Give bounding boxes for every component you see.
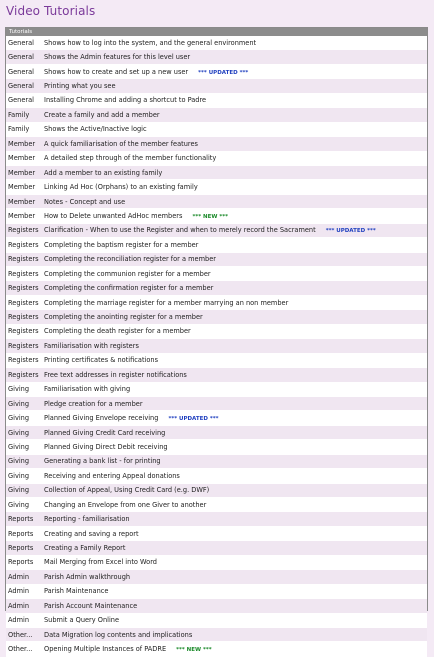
tutorial-cell [43, 194, 427, 208]
table-row[interactable] [6, 425, 427, 439]
table-row[interactable] [6, 396, 427, 410]
tutorial-link[interactable]: Shows the Active/Inactive logic [44, 125, 147, 134]
table-row[interactable] [6, 295, 427, 309]
tutorial-cell [43, 454, 427, 468]
tutorial-category: Family [6, 122, 43, 136]
table-row[interactable] [6, 469, 427, 483]
table-row[interactable] [6, 122, 427, 136]
tutorial-link[interactable]: A detailed step through of the member functionality [44, 154, 217, 163]
tutorial-category: Giving [6, 498, 43, 512]
tutorial-cell [43, 483, 427, 497]
tutorial-category: General [6, 64, 43, 78]
table-row[interactable] [6, 137, 427, 151]
tutorial-cell [43, 396, 427, 410]
tutorial-link[interactable]: Generating a bank list - for printing [44, 457, 161, 466]
table-row[interactable] [6, 93, 427, 107]
table-row[interactable] [6, 627, 427, 641]
tutorial-cell [43, 64, 427, 78]
tutorial-link[interactable]: Familiarisation with giving [44, 385, 131, 394]
table-row[interactable] [6, 440, 427, 454]
tutorial-category: Giving [6, 396, 43, 410]
tutorial-cell [43, 555, 427, 569]
tutorial-category: Giving [6, 440, 43, 454]
tutorial-cell [43, 165, 427, 179]
table-row[interactable] [6, 79, 427, 93]
tutorial-link[interactable]: Clarification - When to use the Register and when to merely record the Sacrament [44, 226, 316, 235]
tutorial-cell [43, 79, 427, 93]
tutorial-link[interactable]: Mail Merging from Excel into Word [44, 558, 157, 567]
tutorial-link[interactable]: Installing Chrome and adding a shortcut to Padre [44, 96, 207, 105]
tutorial-category: Reports [6, 526, 43, 540]
tutorial-cell [43, 642, 427, 656]
tutorial-cell [43, 584, 427, 598]
tutorial-category: Admin [6, 570, 43, 584]
table-row[interactable] [6, 541, 427, 555]
tutorial-category: Reports [6, 512, 43, 526]
tutorial-category: Registers [6, 238, 43, 252]
tutorial-category: Family [6, 108, 43, 122]
table-row[interactable] [6, 151, 427, 165]
tutorial-link[interactable]: Submit a Query Online [44, 616, 120, 625]
tutorial-category: Other... [6, 627, 43, 641]
table-row[interactable] [6, 411, 427, 425]
table-row[interactable] [6, 599, 427, 613]
tutorial-category: Reports [6, 555, 43, 569]
table-row[interactable] [6, 324, 427, 338]
tutorial-link[interactable]: Printing what you see [44, 82, 116, 91]
tutorial-cell [43, 353, 427, 367]
tutorial-link[interactable]: Pledge creation for a member [44, 399, 143, 408]
tutorial-category: Member [6, 180, 43, 194]
tutorial-category: Registers [6, 310, 43, 324]
tutorial-cell [43, 122, 427, 136]
table-row[interactable] [6, 50, 427, 64]
tutorial-cell [43, 599, 427, 613]
tutorial-cell [43, 324, 427, 338]
tutorial-link[interactable]: Completing the confirmation register for a member [44, 284, 214, 293]
tutorial-link[interactable]: Parish Account Maintenance [44, 601, 138, 610]
tutorial-category: General [6, 50, 43, 64]
tutorial-link[interactable]: Notes - Concept and use [44, 197, 126, 206]
tutorial-category: Admin [6, 613, 43, 627]
table-row[interactable] [6, 64, 427, 78]
tutorial-cell [43, 368, 427, 382]
tutorial-link[interactable]: Collection of Appeal, Using Credit Card (e.g. DWF) [44, 486, 210, 495]
tutorial-link[interactable]: Completing the communion register for a member [44, 269, 211, 278]
table-row[interactable] [6, 238, 427, 252]
table-row[interactable] [6, 353, 427, 367]
tutorial-link[interactable]: Receiving and entering Appeal donations [44, 471, 180, 480]
tutorial-category: General [6, 93, 43, 107]
tutorial-category: Giving [6, 382, 43, 396]
tutorials-panel [5, 27, 428, 654]
table-row[interactable] [6, 108, 427, 122]
table-row[interactable] [6, 267, 427, 281]
tutorial-cell [43, 209, 427, 223]
tutorial-category: Giving [6, 425, 43, 439]
tutorial-category: Member [6, 209, 43, 223]
table-row[interactable] [6, 36, 427, 50]
table-row[interactable] [6, 281, 427, 295]
tutorial-cell [43, 526, 427, 540]
tutorial-category: Registers [6, 368, 43, 382]
table-row[interactable] [6, 498, 427, 512]
tutorial-cell [43, 512, 427, 526]
table-row[interactable] [6, 613, 427, 627]
tutorial-cell [43, 36, 427, 50]
table-row[interactable] [6, 570, 427, 584]
table-row[interactable] [6, 223, 427, 237]
tutorial-category: Giving [6, 411, 43, 425]
table-row[interactable] [6, 368, 427, 382]
tutorial-link[interactable]: Linking Ad Hoc (Orphans) to an existing family [44, 183, 198, 192]
page-title: Video Tutorials [6, 4, 96, 18]
new-badge: *** NEW *** [176, 647, 212, 654]
tutorial-category: Registers [6, 223, 43, 237]
updated-badge: *** UPDATED *** [325, 228, 376, 235]
tutorial-link[interactable]: Completing the death register for a member [44, 327, 191, 336]
table-row[interactable] [6, 252, 427, 266]
tutorial-link[interactable]: Creating a Family Report [44, 544, 126, 553]
tutorial-cell [43, 541, 427, 555]
tutorial-cell [43, 180, 427, 194]
tutorial-category: General [6, 36, 43, 50]
tutorial-cell [43, 281, 427, 295]
tutorial-category: Member [6, 165, 43, 179]
table-row[interactable] [6, 310, 427, 324]
tutorial-link[interactable]: Create a family and add a member [44, 110, 160, 119]
tutorial-link[interactable]: Familiarisation with registers [44, 341, 139, 350]
tutorial-category: Giving [6, 469, 43, 483]
tutorial-cell [43, 252, 427, 266]
tutorial-link[interactable]: Data Migration log contents and implications [44, 630, 193, 639]
tutorial-category: Registers [6, 339, 43, 353]
tutorial-category: General [6, 79, 43, 93]
table-row[interactable] [6, 526, 427, 540]
tutorial-category: Registers [6, 267, 43, 281]
tutorial-category: Registers [6, 281, 43, 295]
tutorial-link[interactable]: Creating and saving a report [44, 529, 139, 538]
tutorial-cell [43, 93, 427, 107]
tutorial-link[interactable]: Parish Maintenance [44, 587, 109, 596]
tutorial-link[interactable]: Shows how to create and set up a new user [44, 67, 189, 76]
table-row[interactable] [6, 194, 427, 208]
table-row[interactable] [6, 209, 427, 223]
tutorial-category: Giving [6, 454, 43, 468]
tutorial-link[interactable]: Completing the baptism register for a member [44, 240, 199, 249]
tutorial-link[interactable]: Reporting - familiarisation [44, 515, 130, 524]
updated-badge: *** UPDATED *** [168, 416, 219, 423]
tutorial-category: Member [6, 137, 43, 151]
tutorial-category: Other... [6, 642, 43, 656]
tutorial-cell [43, 310, 427, 324]
table-row[interactable] [6, 180, 427, 194]
tutorial-link[interactable]: Add a member to an existing family [44, 168, 163, 177]
tutorial-cell [43, 151, 427, 165]
table-row[interactable] [6, 555, 427, 569]
tutorial-link[interactable]: Opening Multiple Instances of PADRE [44, 645, 167, 654]
tutorial-link[interactable]: Free text addresses in register notifications [44, 370, 187, 379]
tutorials-table [6, 36, 427, 657]
tutorial-cell [43, 570, 427, 584]
tutorial-category: Reports [6, 541, 43, 555]
tutorial-link[interactable]: Printing certificates & notifications [44, 356, 159, 365]
table-row[interactable] [6, 642, 427, 656]
tutorial-link[interactable]: How to Delete unwanted AdHoc members [44, 211, 183, 220]
tutorial-cell [43, 498, 427, 512]
tutorial-cell [43, 613, 427, 627]
tutorial-link[interactable]: Shows how to log into the system, and the general environment [44, 38, 257, 47]
tutorial-category: Admin [6, 584, 43, 598]
tutorial-category: Member [6, 151, 43, 165]
tutorial-category: Registers [6, 252, 43, 266]
tutorial-link[interactable]: Shows the Admin features for this level user [44, 53, 191, 62]
tutorial-category: Giving [6, 483, 43, 497]
tutorial-link[interactable]: Planned Giving Direct Debit receiving [44, 442, 168, 451]
tutorial-link[interactable]: A quick familiarisation of the member features [44, 139, 198, 148]
tutorial-category: Member [6, 194, 43, 208]
table-row[interactable] [6, 483, 427, 497]
tutorial-link[interactable]: Planned Giving Credit Card receiving [44, 428, 166, 437]
table-row[interactable] [6, 339, 427, 353]
tutorial-cell [43, 339, 427, 353]
tutorial-cell [43, 50, 427, 64]
table-row[interactable] [6, 584, 427, 598]
tutorial-cell [43, 108, 427, 122]
tutorial-link[interactable]: Completing the anointing register for a member [44, 313, 203, 322]
tutorial-cell [43, 411, 427, 425]
new-badge: *** NEW *** [192, 213, 228, 220]
tutorial-link[interactable]: Parish Admin walkthrough [44, 572, 131, 581]
tutorial-cell [43, 425, 427, 439]
table-row[interactable] [6, 165, 427, 179]
tutorial-category: Registers [6, 324, 43, 338]
tutorial-link[interactable]: Changing an Envelope from one Giver to another [44, 500, 207, 509]
tutorial-link[interactable]: Completing the reconciliation register for a member [44, 255, 216, 264]
tutorial-cell [43, 382, 427, 396]
table-row[interactable] [6, 454, 427, 468]
tutorial-cell [43, 295, 427, 309]
table-row[interactable] [6, 512, 427, 526]
table-row[interactable] [6, 382, 427, 396]
updated-badge: *** UPDATED *** [198, 69, 249, 76]
tutorial-link[interactable]: Completing the marriage register for a member marrying an non member [44, 298, 289, 307]
table-header: Tutorials [6, 28, 427, 36]
tutorial-cell [43, 469, 427, 483]
tutorial-cell [43, 267, 427, 281]
tutorial-cell [43, 223, 427, 237]
tutorial-link[interactable]: Planned Giving Envelope receiving [44, 414, 159, 423]
tutorial-category: Registers [6, 353, 43, 367]
tutorial-category: Admin [6, 599, 43, 613]
tutorial-cell [43, 627, 427, 641]
tutorial-cell [43, 137, 427, 151]
tutorial-category: Registers [6, 295, 43, 309]
tutorial-cell [43, 238, 427, 252]
tutorial-cell [43, 440, 427, 454]
